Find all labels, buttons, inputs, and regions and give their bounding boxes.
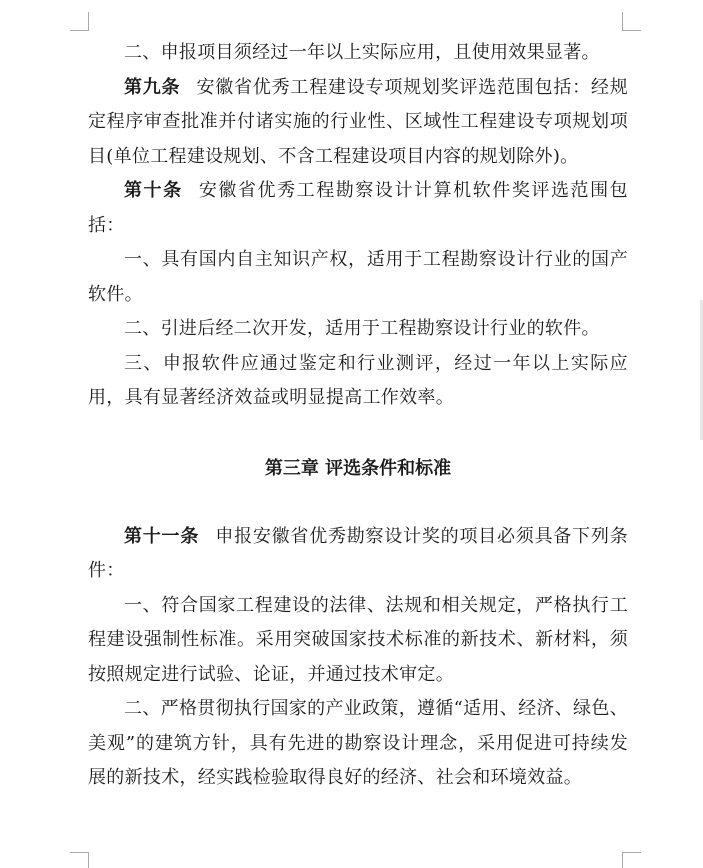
paragraph-text: 安徽省优秀工程勘察设计计算机软件奖评选范围包括：	[88, 180, 628, 236]
page-corner-mark-bottom-right	[622, 852, 641, 868]
paragraph-text: 二、严格贯彻执行国家的产业政策，遵循“适用、经济、绿色、美观”的建筑方针，具有先进的勘察设计理念，采用促进可持续发展的新技术，经实践检验取得良好的经济、社会和环境效益。	[88, 698, 628, 788]
paragraph	[88, 243, 628, 312]
paragraph	[88, 36, 628, 71]
article-number: 第九条	[124, 76, 181, 98]
paragraph-text: 一、具有国内自主知识产权，适用于工程勘察设计行业的国产软件。	[88, 249, 628, 305]
paragraph	[88, 692, 628, 796]
page-corner-mark-top-right	[622, 12, 641, 31]
article-number: 第十一条	[124, 525, 200, 547]
page-corner-mark-top-left	[70, 12, 89, 31]
page-corner-mark-bottom-left	[70, 852, 89, 868]
document-body	[88, 36, 628, 796]
article-number: 第十条	[124, 180, 183, 201]
paragraph-text: 二、引进后经二次开发，适用于工程勘察设计行业的软件。	[124, 318, 600, 339]
paragraph	[88, 347, 628, 416]
chapter-heading: 第三章 评选条件和标准	[264, 457, 452, 479]
paragraph-text: 一、符合国家工程建设的法律、法规和相关规定，严格执行工程建设强制性标准。采用突破国家技术标准的新技术、新材料，须按照规定进行试验、论证，并通过技术审定。	[88, 594, 628, 685]
article-paragraph	[88, 71, 628, 175]
paragraph	[88, 312, 628, 347]
paragraph	[88, 589, 628, 693]
paragraph-text: 申报安徽省优秀勘察设计奖的项目必须具备下列条件：	[88, 525, 628, 581]
article-paragraph	[88, 520, 628, 589]
article-paragraph	[88, 174, 628, 243]
paragraph-text: 二、申报项目须经过一年以上实际应用，且使用效果显著。	[124, 42, 600, 63]
paragraph-text: 三、申报软件应通过鉴定和行业测评，经过一年以上实际应用，具有显著经济效益或明显提高工作效率。	[88, 352, 628, 408]
paragraph-text: 安徽省优秀工程建设专项规划奖评选范围包括：经规定程序审查批准并付诸实施的行业性、区域性工程建设专项规划项目(单位工程建设规划、不含工程建设项目内容的规划除外)。	[88, 76, 628, 167]
